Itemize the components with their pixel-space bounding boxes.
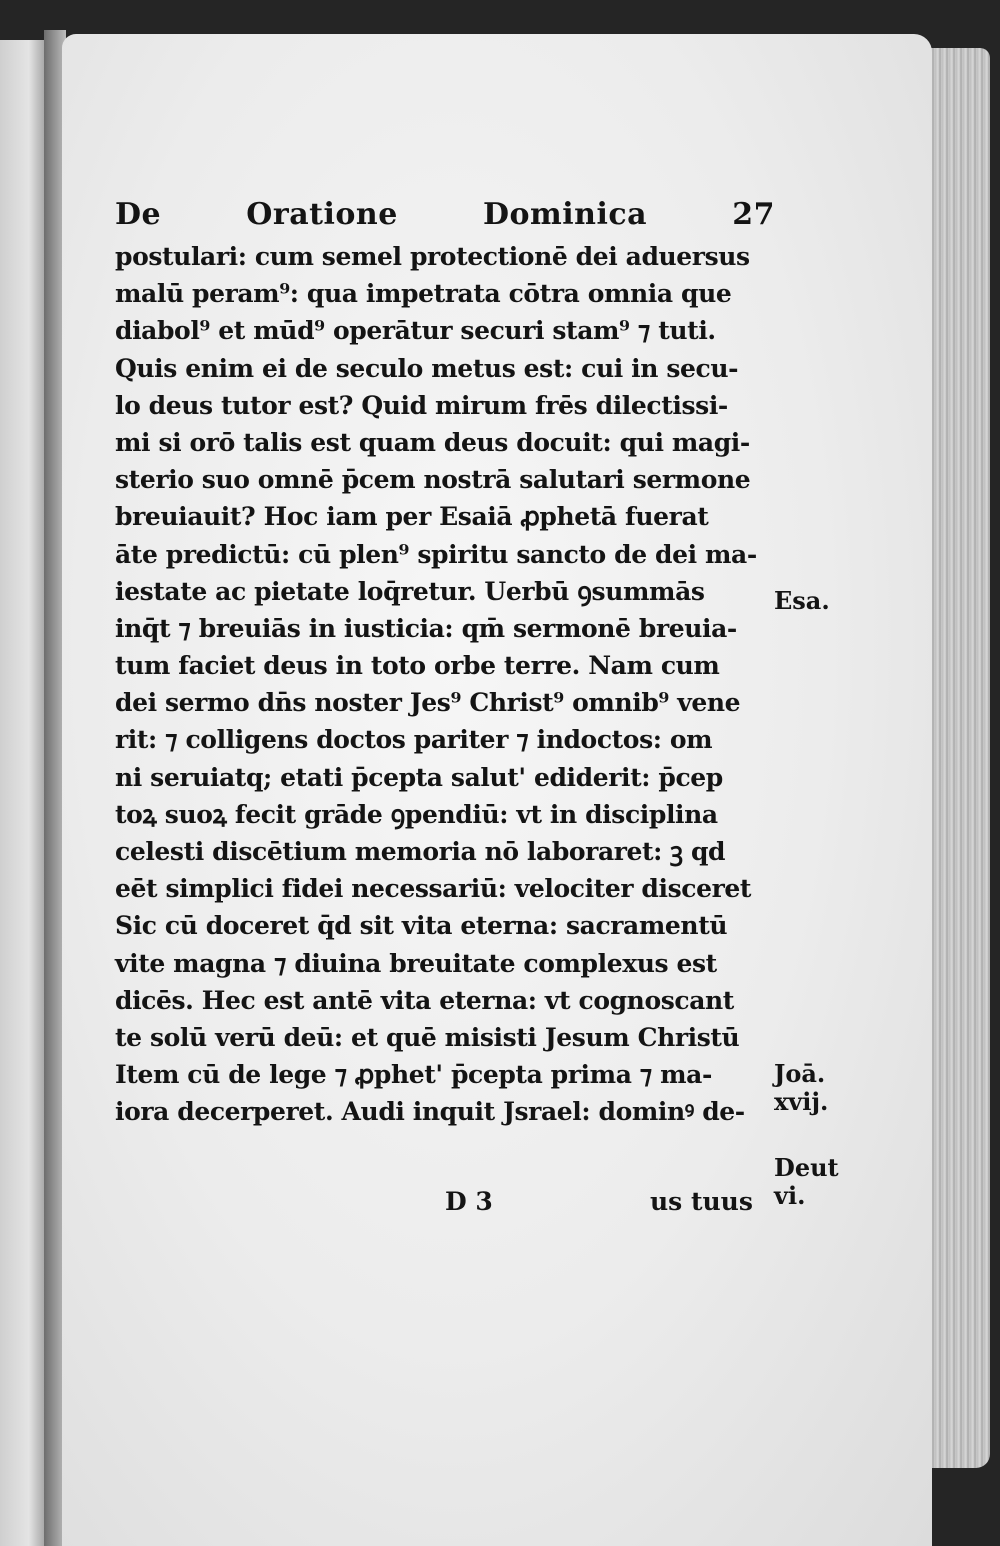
text-line: eēt simplici fidei necessariū: velociter disceret	[115, 874, 752, 904]
running-head	[115, 192, 775, 238]
text-line: diabol⁹ et mūd⁹ operātur securi stam⁹ ⁊ tuti.	[115, 316, 716, 346]
text-line: tum faciet deus in toto orbe terre. Nam cum	[115, 651, 720, 681]
marginal-note-deuteronomy	[774, 1154, 839, 1210]
printed-page	[62, 34, 932, 1546]
text-line: mi si orō talis est quam deus docuit: qui magi-	[115, 427, 750, 457]
text-line: iora decerperet. Audi inquit Jsrael: dominꝰ de-	[115, 1097, 745, 1127]
signature-mark: D 3	[445, 1187, 493, 1216]
marginal-note-text: vi.	[774, 1181, 806, 1210]
text-line: dicēs. Hec est antē vita eterna: vt cognoscant	[115, 985, 734, 1015]
text-line: vite magna ⁊ diuina breuitate complexus est	[115, 948, 717, 978]
text-line: malū peram⁹: qua impetrata cōtra omnia que	[115, 279, 732, 309]
running-head-middle: Oratione	[246, 197, 398, 232]
marginal-note-text: Esa.	[774, 586, 830, 615]
running-head-right: Dominica	[483, 197, 648, 232]
text-line: postulari: cum semel protectionē dei aduersus	[115, 242, 750, 271]
left-page-edge	[0, 40, 48, 1546]
running-head-left: De	[115, 197, 162, 232]
text-line: lo deus tutor est? Quid mirum frēs dilectissi-	[115, 390, 728, 420]
folio-number: 27	[732, 197, 775, 232]
text-line: Item cū de lege ⁊ ꝓphet' p̄cepta prima ⁊ ma-	[115, 1060, 712, 1090]
text-line: dei sermo dn̄s noster Jes⁹ Christ⁹ omnib⁹ vene	[115, 688, 741, 718]
text-line: celesti discētium memoria nō laboraret: ꝫ qd	[115, 837, 726, 866]
text-line: breuiauit? Hoc iam per Esaiā ꝓphetā fuerat	[115, 502, 709, 532]
text-line: iestate ac pietate loq̄retur. Uerbū ꝯsummās	[115, 576, 705, 606]
text-line: Quis enim ei de seculo metus est: cui in secu-	[115, 353, 739, 383]
page-footer	[115, 1187, 775, 1227]
marginal-note-text: Joā.	[774, 1059, 826, 1088]
text-line: rit: ⁊ colligens doctos pariter ⁊ indoctos: om	[115, 725, 713, 755]
text-block	[115, 192, 775, 1216]
marginal-note-esaias	[774, 587, 830, 615]
text-line: te solū verū deū: et quē misisti Jesum Christū	[115, 1022, 740, 1052]
marginal-note-text: xvij.	[774, 1087, 829, 1116]
marginal-note-text: Deut	[774, 1153, 839, 1182]
marginal-note-joannes	[774, 1060, 828, 1116]
text-line: Sic cū doceret q̄d sit vita eterna: sacramentū	[115, 911, 728, 941]
catchword: us tuus	[650, 1187, 753, 1216]
text-line: sterio suo omnē p̄cem nostrā salutari sermone	[115, 465, 751, 495]
text-line: toꝝ suoꝝ fecit grāde ꝯpendiū: vt in disciplina	[115, 799, 718, 829]
text-line: ni seruiatq; etati p̄cepta salut' ediderit: p̄cep	[115, 762, 723, 792]
text-line: inq̄t ⁊ breuiās in iusticia: qm̄ sermonē breuia-	[115, 613, 737, 643]
text-line: āte predictū: cū plen⁹ spiritu sancto de dei ma-	[115, 539, 757, 569]
